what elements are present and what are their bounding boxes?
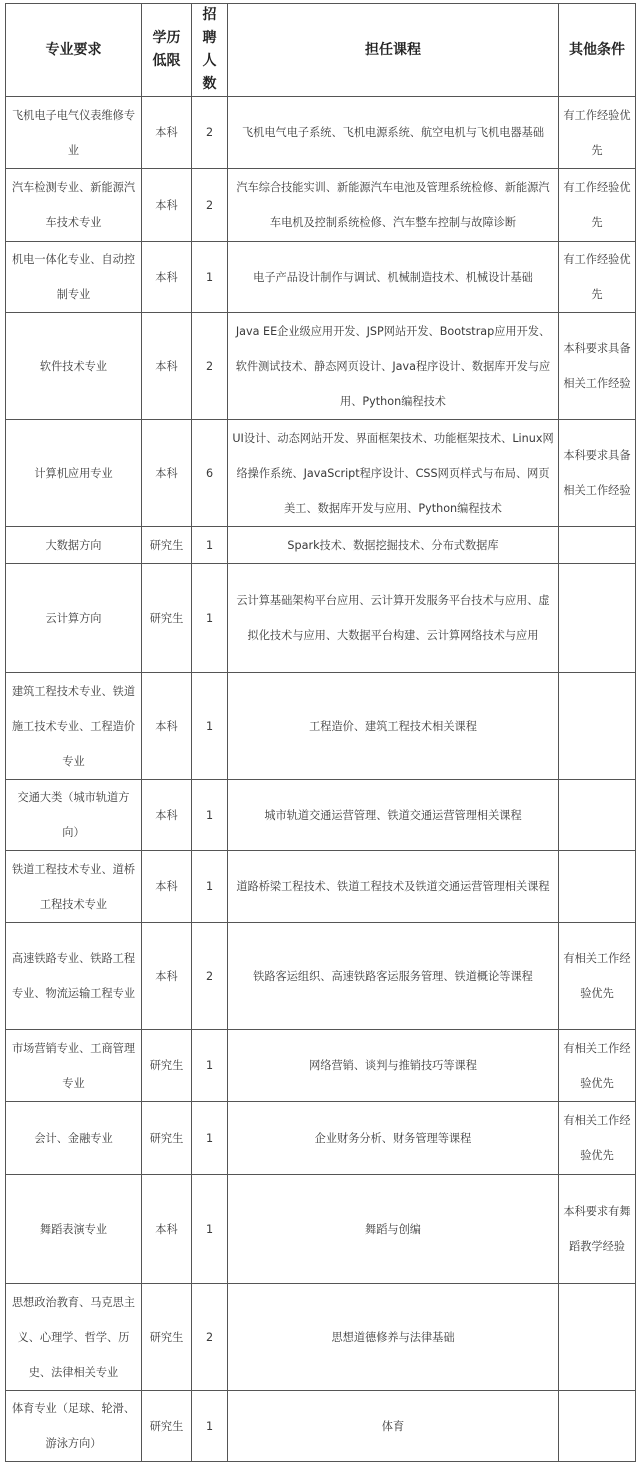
cell-education: 本科: [142, 97, 192, 169]
cell-major: 市场营销专业、工商管理专业: [6, 1030, 142, 1102]
table-row: [6, 564, 636, 673]
header-row: [6, 4, 636, 97]
cell-count: 1: [192, 1391, 228, 1462]
cell-major: 机电一体化专业、自动控制专业: [6, 242, 142, 313]
cell-other: 有相关工作经验优先: [559, 1030, 636, 1102]
cell-major: 飞机电子电气仪表维修专业: [6, 97, 142, 169]
cell-major: 铁道工程技术专业、道桥工程技术专业: [6, 851, 142, 923]
cell-count: 1: [192, 1175, 228, 1284]
cell-courses: 云计算基础架构平台应用、云计算开发服务平台技术与应用、虚拟化技术与应用、大数据平台构建、云计算网络技术与应用: [228, 564, 559, 673]
cell-education: 本科: [142, 242, 192, 313]
cell-other: [559, 673, 636, 780]
cell-education: 研究生: [142, 564, 192, 673]
cell-education: 本科: [142, 420, 192, 527]
cell-major: 软件技术专业: [6, 313, 142, 420]
cell-major: 会计、金融专业: [6, 1102, 142, 1175]
cell-other: 有工作经验优先: [559, 169, 636, 242]
table-row: [6, 1175, 636, 1284]
cell-education: 研究生: [142, 1102, 192, 1175]
cell-major: 汽车检测专业、新能源汽车技术专业: [6, 169, 142, 242]
cell-major: 高速铁路专业、铁路工程专业、物流运输工程专业: [6, 923, 142, 1030]
cell-count: 1: [192, 673, 228, 780]
cell-education: 研究生: [142, 527, 192, 564]
table-row: [6, 673, 636, 780]
cell-other: 本科要求有舞蹈教学经验: [559, 1175, 636, 1284]
cell-count: 1: [192, 242, 228, 313]
table-row: [6, 851, 636, 923]
cell-other: [559, 851, 636, 923]
table-row: [6, 97, 636, 169]
cell-count: 1: [192, 527, 228, 564]
header-major: 专业要求: [6, 4, 142, 97]
cell-education: 本科: [142, 780, 192, 851]
cell-courses: 飞机电气电子系统、飞机电源系统、航空电机与飞机电器基础: [228, 97, 559, 169]
header-education: 学历低限: [142, 4, 192, 97]
cell-education: 本科: [142, 851, 192, 923]
cell-education: 本科: [142, 673, 192, 780]
cell-major: 计算机应用专业: [6, 420, 142, 527]
cell-major: 建筑工程技术专业、铁道施工技术专业、工程造价专业: [6, 673, 142, 780]
cell-courses: 汽车综合技能实训、新能源汽车电池及管理系统检修、新能源汽车电机及控制系统检修、汽车整车控制与故障诊断: [228, 169, 559, 242]
table-row: [6, 1284, 636, 1391]
cell-other: 有工作经验优先: [559, 97, 636, 169]
cell-major: 思想政治教育、马克思主义、心理学、哲学、历史、法律相关专业: [6, 1284, 142, 1391]
cell-other: 有工作经验优先: [559, 242, 636, 313]
cell-education: 研究生: [142, 1030, 192, 1102]
cell-courses: 企业财务分析、财务管理等课程: [228, 1102, 559, 1175]
cell-count: 1: [192, 780, 228, 851]
cell-courses: 道路桥梁工程技术、铁道工程技术及铁道交通运营管理相关课程: [228, 851, 559, 923]
header-count: 招聘人数: [192, 4, 228, 97]
cell-courses: 电子产品设计制作与调试、机械制造技术、机械设计基础: [228, 242, 559, 313]
cell-other: [559, 1391, 636, 1462]
cell-courses: 网络营销、谈判与推销技巧等课程: [228, 1030, 559, 1102]
cell-education: 研究生: [142, 1391, 192, 1462]
cell-other: [559, 780, 636, 851]
cell-courses: UI设计、动态网站开发、界面框架技术、功能框架技术、Linux网络操作系统、JavaScript程序设计、CSS网页样式与布局、网页美工、数据库开发与应用、Python编程技术: [228, 420, 559, 527]
cell-major: 云计算方向: [6, 564, 142, 673]
table-row: [6, 169, 636, 242]
cell-other: 有相关工作经验优先: [559, 1102, 636, 1175]
cell-courses: 铁路客运组织、高速铁路客运服务管理、铁道概论等课程: [228, 923, 559, 1030]
cell-count: 2: [192, 1284, 228, 1391]
header-other: 其他条件: [559, 4, 636, 97]
cell-education: 本科: [142, 169, 192, 242]
header-courses: 担任课程: [228, 4, 559, 97]
recruitment-table: [5, 3, 636, 1462]
table-row: [6, 1391, 636, 1462]
cell-other: [559, 1284, 636, 1391]
cell-courses: Java EE企业级应用开发、JSP网站开发、Bootstrap应用开发、软件测试技术、静态网页设计、Java程序设计、数据库开发与应用、Python编程技术: [228, 313, 559, 420]
table-row: [6, 313, 636, 420]
cell-other: [559, 527, 636, 564]
cell-other: 本科要求具备相关工作经验: [559, 313, 636, 420]
cell-count: 2: [192, 313, 228, 420]
table-row: [6, 1030, 636, 1102]
cell-other: 本科要求具备相关工作经验: [559, 420, 636, 527]
cell-education: 本科: [142, 923, 192, 1030]
cell-count: 6: [192, 420, 228, 527]
cell-education: 本科: [142, 1175, 192, 1284]
table-row: [6, 420, 636, 527]
cell-major: 体育专业（足球、轮滑、游泳方向）: [6, 1391, 142, 1462]
cell-courses: 舞蹈与创编: [228, 1175, 559, 1284]
cell-courses: 城市轨道交通运营管理、铁道交通运营管理相关课程: [228, 780, 559, 851]
table-row: [6, 780, 636, 851]
cell-count: 2: [192, 923, 228, 1030]
cell-major: 交通大类（城市轨道方向）: [6, 780, 142, 851]
cell-other: 有相关工作经验优先: [559, 923, 636, 1030]
cell-courses: Spark技术、数据挖掘技术、分布式数据库: [228, 527, 559, 564]
recruitment-table-container: [5, 3, 636, 1462]
cell-count: 2: [192, 97, 228, 169]
table-row: [6, 242, 636, 313]
cell-courses: 体育: [228, 1391, 559, 1462]
cell-education: 研究生: [142, 1284, 192, 1391]
cell-count: 1: [192, 851, 228, 923]
cell-major: 舞蹈表演专业: [6, 1175, 142, 1284]
table-row: [6, 923, 636, 1030]
cell-other: [559, 564, 636, 673]
cell-count: 1: [192, 1030, 228, 1102]
cell-courses: 工程造价、建筑工程技术相关课程: [228, 673, 559, 780]
cell-count: 1: [192, 1102, 228, 1175]
cell-courses: 思想道德修养与法律基础: [228, 1284, 559, 1391]
cell-count: 1: [192, 564, 228, 673]
cell-education: 本科: [142, 313, 192, 420]
table-row: [6, 527, 636, 564]
cell-count: 2: [192, 169, 228, 242]
table-row: [6, 1102, 636, 1175]
cell-major: 大数据方向: [6, 527, 142, 564]
